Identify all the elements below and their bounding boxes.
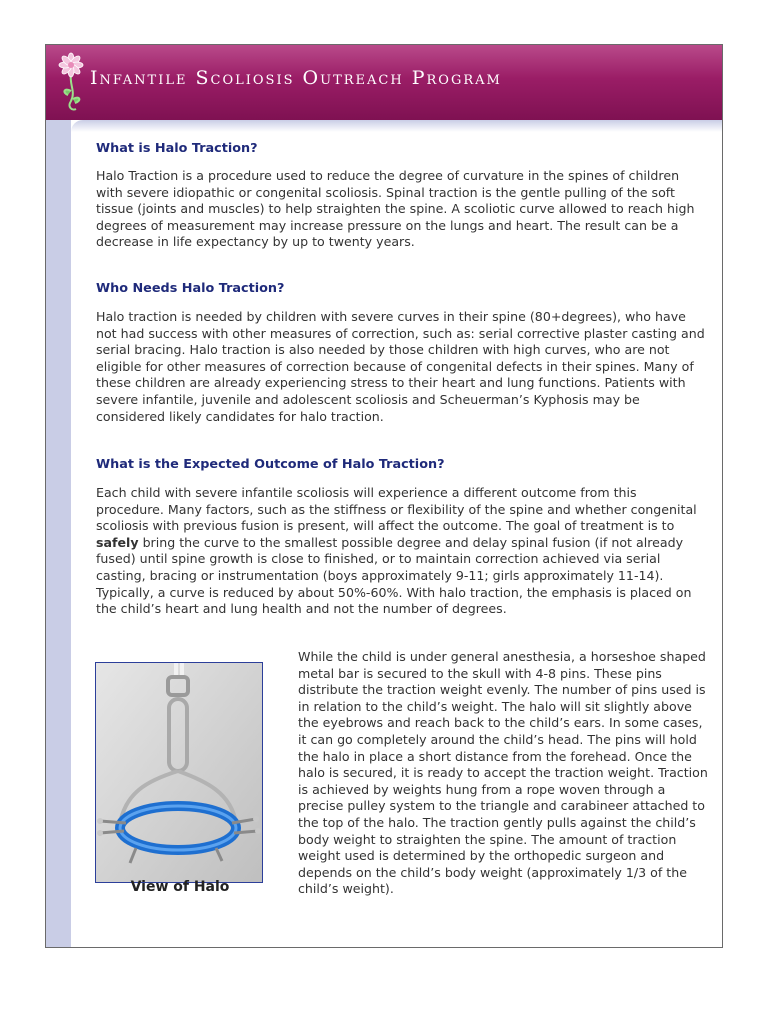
left-sidebar-band — [46, 120, 71, 947]
figure-caption: View of Halo — [130, 879, 230, 895]
page-frame — [45, 44, 723, 948]
outcome-emphasis: safely — [96, 534, 139, 550]
content-top-shade — [71, 120, 722, 132]
paragraph-halo-procedure — [298, 649, 710, 898]
paragraph-text: While the child is under general anesthesia, a horseshoe shaped metal bar is secured to the skull with 4-8 pins. These pins distribute the traction weight evenly. The number of pins used is in relation to the child’s weight. The halo will sit slightly above the eyebrows and reach back to the child’s ears. In some cases, it can go completely around the child’s head. The pins will hold the halo in place a short distance from the forehead. Once the halo is secured, it is ready to accept the traction weight. Traction is achieved by weights hung from a rope woven through a precise pulley system to the triangle and carabineer attached to the top of the halo. The traction gently pulls against the child’s body weight to straighten the spine. The amount of traction weight used is determined by the orthopedic surgeon and depends on the child’s body weight (approximately 1/3 of the child’s weight). — [298, 649, 708, 897]
site-title: Infantile Scoliosis Outreach Program — [90, 67, 502, 89]
outcome-text-after: bring the curve to the smallest possible degree and delay spinal fusion (if not already fused) until spine growth is close to finished, or to maintain correction achieved via serial casting, bracing or instrumentation (boys approximately 9-11; girls approximately 11-14). Typically, a curve is reduced by about 50%-60%. With halo traction, the emphasis is placed on the child’s heart and lung health and not the number of degrees. — [96, 534, 692, 617]
heading-what-is-halo-traction: What is Halo Traction? — [96, 141, 258, 156]
flower-logo-icon — [56, 51, 86, 113]
paragraph-what-is-halo-traction — [96, 168, 708, 251]
heading-who-needs-halo-traction: Who Needs Halo Traction? — [96, 281, 285, 296]
halo-photo — [95, 662, 263, 883]
paragraph-expected-outcome — [96, 485, 708, 618]
paragraph-who-needs-halo-traction — [96, 309, 708, 425]
site-header — [46, 45, 722, 120]
outcome-text-before: Each child with severe infantile scoliosis will experience a different outcome from this procedure. Many factors, such as the stiffness or flexibility of the spine and whether congenital scoliosis with previous fusion is present, will affect the outcome. The goal of treatment is to — [96, 485, 697, 534]
paragraph-text: Halo Traction is a procedure used to reduce the degree of curvature in the spines of children with severe idiopathic or congenital scoliosis. Spinal traction is the gentle pulling of the soft tissue (joints and muscles) to help straighten the spine. A scoliotic curve allowed to reach high degrees of measurement may increase pressure on the lungs and heart. The result can be a decrease in life expectancy by up to twenty years. — [96, 168, 695, 250]
heading-expected-outcome: What is the Expected Outcome of Halo Traction? — [96, 457, 445, 472]
halo-device-photo — [96, 663, 262, 882]
paragraph-text: Halo traction is needed by children with severe curves in their spine (80+degrees), who have not had success with other measures of correction, such as: serial corrective plaster casting and serial bracing. Halo traction is also needed by those children with high curves, who are not eligible for other measures of correction because of congenital defects in their spines. Many of these children are already experiencing stress to their heart and lung functions. Patients with severe infantile, juvenile and adolescent scoliosis and Scheuerman’s Kyphosis may be considered likely candidates for halo traction. — [96, 309, 705, 424]
